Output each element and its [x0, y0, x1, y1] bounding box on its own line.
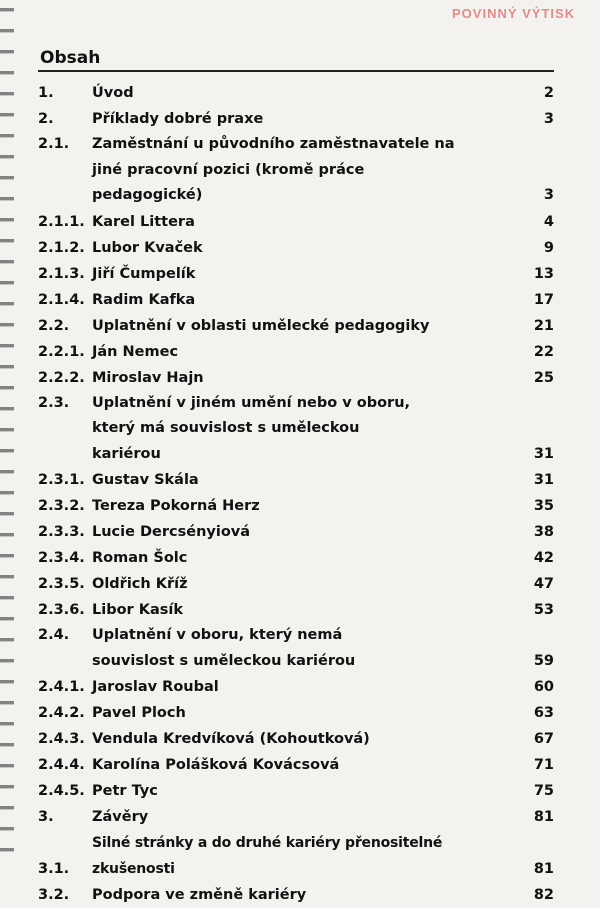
- entry-number: 2.4.1.: [38, 679, 85, 695]
- entry-page: 17: [533, 291, 554, 308]
- entry-title: Radim Kafka: [92, 291, 196, 308]
- entry-page: 9: [543, 239, 554, 256]
- toc-entry: [38, 778, 554, 804]
- entry-number: 2.3.5.: [38, 576, 85, 592]
- entry-page: 53: [533, 602, 554, 618]
- entry-page: 3: [543, 187, 554, 203]
- document-page: [38, 44, 554, 908]
- page-title: Obsah: [38, 44, 554, 72]
- entry-page: 21: [533, 317, 554, 334]
- entry-title: Jiří Čumpelík: [92, 265, 196, 282]
- entry-number: 2.3.6.: [38, 602, 85, 618]
- entry-number: 2.4.: [38, 627, 70, 643]
- toc-entry: [38, 493, 554, 519]
- entry-title: Zaměstnání u původního zaměstnavatele na jiné pracovní pozici (kromě práce pedagogické): [92, 136, 455, 203]
- toc-entry: [38, 726, 554, 752]
- entry-number: 3.: [38, 809, 54, 825]
- entry-title: Oldřich Kříž: [92, 576, 188, 592]
- entry-title: Tereza Pokorná Herz: [92, 498, 260, 514]
- entry-page: 63: [533, 705, 554, 721]
- toc-entry: [38, 132, 554, 209]
- entry-number: 3.2.: [38, 887, 70, 903]
- toc-entry: [38, 261, 554, 287]
- entry-number: 2.1.2.: [38, 239, 85, 256]
- entry-title: Silné stránky a do druhé kariéry přenositelné zkušenosti: [92, 835, 443, 877]
- toc-entry: [38, 882, 554, 908]
- toc-entry: [38, 365, 554, 391]
- table-of-contents: [38, 80, 554, 908]
- entry-page: 71: [533, 757, 554, 773]
- entry-title: Ján Nemec: [92, 343, 179, 360]
- entry-number: 2.4.2.: [38, 705, 85, 721]
- entry-number: 2.2.: [38, 317, 70, 334]
- entry-page: 81: [533, 861, 554, 877]
- toc-entry: [38, 235, 554, 261]
- toc-entry: [38, 391, 554, 468]
- entry-number: 3.1.: [38, 861, 70, 877]
- toc-entry: [38, 80, 554, 106]
- entry-page: 31: [533, 445, 554, 462]
- entry-page: 31: [533, 472, 554, 488]
- entry-title: Miroslav Hajn: [92, 369, 204, 386]
- entry-page: 67: [533, 731, 554, 747]
- toc-entry: [38, 571, 554, 597]
- toc-entry: [38, 209, 554, 235]
- entry-page: 3: [543, 111, 554, 127]
- toc-entry: [38, 339, 554, 365]
- entry-title: Lubor Kvaček: [92, 239, 203, 256]
- toc-entry: [38, 287, 554, 313]
- entry-page: 4: [543, 213, 554, 230]
- entry-number: 2.2.2.: [38, 369, 85, 386]
- toc-entry: [38, 545, 554, 571]
- entry-page: 25: [533, 369, 554, 386]
- entry-page: 22: [533, 343, 554, 360]
- entry-number: 2.3.1.: [38, 472, 85, 488]
- entry-number: 2.: [38, 111, 54, 127]
- entry-number: 2.4.5.: [38, 783, 85, 799]
- entry-number: 2.1.4.: [38, 291, 85, 308]
- entry-title: Gustav Skála: [92, 472, 199, 488]
- entry-number: 1.: [38, 85, 54, 101]
- entry-number: 2.1.3.: [38, 265, 85, 282]
- entry-title: Uplatnění v oboru, který nemá souvislost s uměleckou kariérou: [92, 627, 356, 669]
- entry-title: Libor Kasík: [92, 602, 184, 618]
- entry-page: 81: [533, 809, 554, 825]
- entry-title: Karolína Polášková Kovácsová: [92, 757, 340, 773]
- entry-number: 2.3.3.: [38, 524, 85, 540]
- entry-page: 2: [543, 85, 554, 101]
- toc-entry: [38, 674, 554, 700]
- entry-number: 2.3.: [38, 394, 70, 411]
- toc-entry: [38, 804, 554, 830]
- entry-title: Vendula Kredvíková (Kohoutková): [92, 731, 370, 747]
- spiral-binding: [0, 0, 14, 858]
- toc-entry: [38, 106, 554, 132]
- toc-entry: [38, 752, 554, 778]
- entry-title: Uplatnění v oblasti umělecké pedagogiky: [92, 317, 430, 334]
- toc-entry: [38, 467, 554, 493]
- entry-page: 47: [533, 576, 554, 592]
- entry-page: 75: [533, 783, 554, 799]
- entry-title: Karel Littera: [92, 213, 195, 230]
- toc-entry: [38, 313, 554, 339]
- entry-page: 60: [533, 679, 554, 695]
- toc-entry: [38, 597, 554, 623]
- toc-entry: [38, 700, 554, 726]
- entry-title: Úvod: [92, 85, 134, 101]
- entry-number: 2.3.2.: [38, 498, 85, 514]
- entry-page: 42: [533, 550, 554, 566]
- entry-title: Uplatnění v jiném umění nebo v oboru, který má souvislost s uměleckou kariérou: [92, 394, 411, 462]
- entry-page: 38: [533, 524, 554, 540]
- entry-title: Závěry: [92, 809, 149, 825]
- entry-page: 59: [533, 652, 554, 669]
- entry-number: 2.4.3.: [38, 731, 85, 747]
- entry-title: Petr Tyc: [92, 783, 158, 799]
- entry-title: Lucie Dercsényiová: [92, 524, 251, 540]
- entry-title: Jaroslav Roubal: [92, 679, 219, 695]
- entry-page: 13: [533, 265, 554, 282]
- toc-entry: [38, 519, 554, 545]
- toc-entry: [38, 623, 554, 674]
- entry-number: 2.3.4.: [38, 550, 85, 566]
- entry-title: Pavel Ploch: [92, 705, 186, 721]
- entry-number: 2.4.4.: [38, 757, 85, 773]
- entry-number: 2.2.1.: [38, 343, 85, 360]
- entry-page: 35: [533, 498, 554, 514]
- toc-entry: [38, 830, 554, 882]
- entry-page: 82: [533, 887, 554, 903]
- entry-title: Podpora ve změně kariéry: [92, 887, 307, 903]
- entry-title: Příklady dobré praxe: [92, 111, 264, 127]
- stamp: POVINNÝ VÝTISK: [452, 6, 576, 21]
- entry-number: 2.1.1.: [38, 213, 85, 230]
- entry-number: 2.1.: [38, 136, 70, 152]
- entry-title: Roman Šolc: [92, 550, 188, 566]
